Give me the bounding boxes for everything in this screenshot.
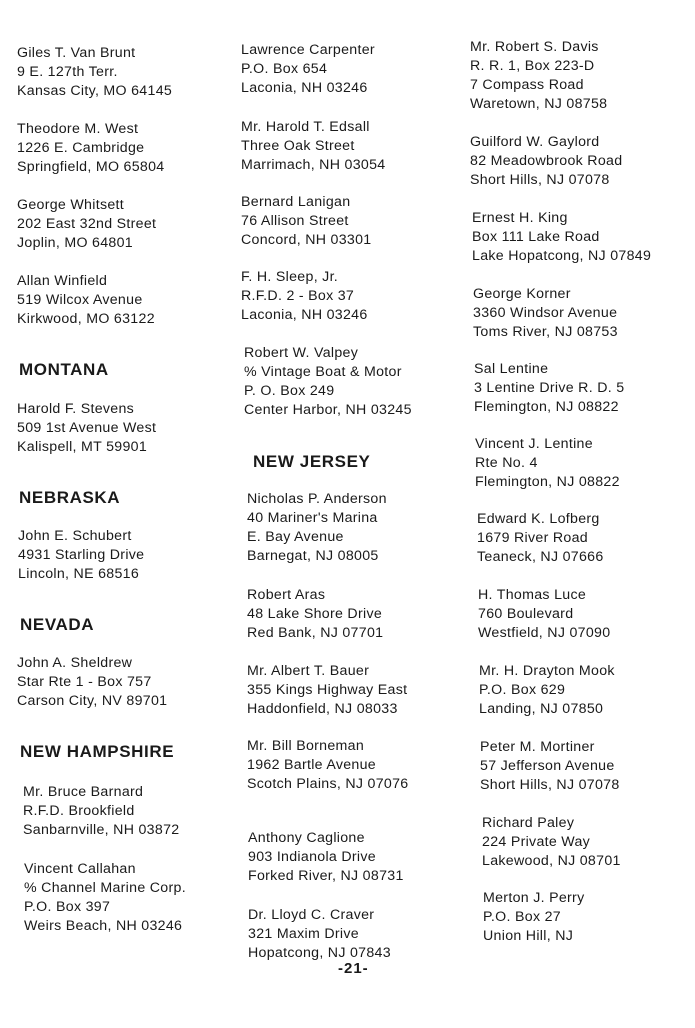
address-entry — [470, 38, 607, 114]
entry-name: Nicholas P. Anderson — [247, 491, 387, 507]
entry-name: Giles T. Van Brunt — [17, 45, 136, 61]
entry-city-line: Toms River, NJ 08753 — [473, 324, 618, 340]
entry-address-line: 202 East 32nd Street — [17, 216, 157, 232]
entry-name: Merton J. Perry — [483, 890, 585, 906]
entry-city-line: Waretown, NJ 08758 — [470, 96, 608, 112]
entry-address-line: 519 Wilcox Avenue — [17, 292, 143, 308]
entry-city-line: Lincoln, NE 68516 — [18, 566, 140, 582]
entry-name: Robert W. Valpey — [244, 345, 359, 361]
entry-name: H. Thomas Luce — [478, 587, 587, 603]
address-entry — [478, 586, 610, 643]
entry-address-line: P.O. Box 397 — [24, 899, 111, 915]
address-entry — [24, 860, 186, 936]
address-entry — [244, 344, 412, 420]
state-heading-new-jersey: NEW JERSEY — [253, 452, 371, 471]
entry-address-line: 3 Lentine Drive R. D. 5 — [474, 380, 625, 396]
entry-address-line: Box 111 Lake Road — [472, 229, 600, 245]
entry-city-line: Kalispell, MT 59901 — [17, 439, 148, 455]
entry-address-line: 4931 Starling Drive — [18, 547, 145, 563]
entry-city-line: Haddonfield, NJ 08033 — [247, 701, 398, 717]
entry-name: Richard Paley — [482, 815, 575, 831]
entry-address-line: Three Oak Street — [241, 138, 355, 154]
entry-address-line: 57 Jefferson Avenue — [480, 758, 615, 774]
entry-city-line: Flemington, NJ 08822 — [474, 399, 619, 415]
address-entry — [248, 906, 391, 963]
entry-city-line: Kansas City, MO 64145 — [17, 83, 173, 99]
entry-name: John A. Sheldrew — [17, 655, 133, 671]
address-entry — [241, 193, 372, 250]
entry-city-line: Sanbarnville, NH 03872 — [23, 822, 180, 838]
entry-city-line: Carson City, NV 89701 — [17, 693, 168, 709]
entry-city-line: Short Hills, NJ 07078 — [480, 777, 620, 793]
address-entry — [475, 435, 620, 492]
state-heading-nevada: NEVADA — [20, 615, 95, 634]
address-entry — [17, 44, 172, 101]
entry-name: Edward K. Lofberg — [477, 511, 600, 527]
address-entry — [241, 41, 375, 98]
address-entry — [17, 654, 167, 711]
entry-address-line: 40 Mariner's Marina — [247, 510, 378, 526]
entry-address-line: 7 Compass Road — [470, 77, 584, 93]
entry-address-line: 355 Kings Highway East — [247, 682, 408, 698]
entry-name: Mr. Robert S. Davis — [470, 39, 599, 55]
entry-name: Allan Winfield — [17, 273, 108, 289]
entry-address-line: 509 1st Avenue West — [17, 420, 157, 436]
address-entry — [477, 510, 604, 567]
entry-city-line: Marrimach, NH 03054 — [241, 157, 386, 173]
entry-name: Theodore M. West — [17, 121, 139, 137]
entry-name: Harold F. Stevens — [17, 401, 135, 417]
entry-name: Robert Aras — [247, 587, 326, 603]
entry-name: John E. Schubert — [18, 528, 132, 544]
entry-city-line: Westfield, NJ 07090 — [478, 625, 611, 641]
entry-name: Peter M. Mortiner — [480, 739, 595, 755]
address-entry — [17, 120, 164, 177]
entry-name: Dr. Lloyd C. Craver — [248, 907, 375, 923]
address-entry — [248, 829, 404, 886]
state-heading-montana: MONTANA — [19, 360, 109, 379]
entry-name: Mr. H. Drayton Mook — [479, 663, 615, 679]
entry-address-line: P.O. Box 654 — [241, 61, 328, 77]
address-entry — [247, 586, 383, 643]
entry-city-line: Barnegat, NJ 08005 — [247, 548, 379, 564]
entry-city-line: Center Harbor, NH 03245 — [244, 402, 412, 418]
entry-city-line: Concord, NH 03301 — [241, 232, 372, 248]
entry-address-line: 48 Lake Shore Drive — [247, 606, 383, 622]
address-entry — [474, 360, 624, 417]
entry-city-line: Short Hills, NJ 07078 — [470, 172, 610, 188]
entry-city-line: Springfield, MO 65804 — [17, 159, 165, 175]
entry-city-line: Forked River, NJ 08731 — [248, 868, 404, 884]
entry-address-line: P. O. Box 249 — [244, 383, 335, 399]
address-entry — [472, 209, 651, 266]
address-entry — [470, 133, 622, 190]
state-heading-new-hampshire: NEW HAMPSHIRE — [20, 742, 175, 761]
address-entry — [241, 118, 385, 175]
entry-city-line: Teaneck, NJ 07666 — [477, 549, 604, 565]
entry-address-line: P.O. Box 629 — [479, 682, 566, 698]
entry-address-line: 760 Boulevard — [478, 606, 574, 622]
entry-city-line: Lakewood, NJ 08701 — [482, 853, 621, 869]
address-entry — [482, 814, 621, 871]
entry-address-line: 1226 E. Cambridge — [17, 140, 145, 156]
entry-address-line: 9 E. 127th Terr. — [17, 64, 118, 80]
entry-city-line: Joplin, MO 64801 — [17, 235, 133, 251]
address-entry — [18, 527, 144, 584]
entry-address-line: Rte No. 4 — [475, 455, 538, 471]
entry-address-line: % Channel Marine Corp. — [24, 880, 186, 896]
entry-name: Vincent Callahan — [24, 861, 136, 877]
entry-city-line: Laconia, NH 03246 — [241, 80, 368, 96]
entry-address-line: 3360 Windsor Avenue — [473, 305, 618, 321]
address-entry — [247, 490, 387, 566]
address-entry — [17, 196, 156, 253]
entry-city-line: Landing, NJ 07850 — [479, 701, 604, 717]
entry-city-line: Red Bank, NJ 07701 — [247, 625, 384, 641]
entry-name: F. H. Sleep, Jr. — [241, 269, 339, 285]
entry-name: Ernest H. King — [472, 210, 568, 226]
page-number: -21- — [338, 960, 369, 977]
entry-city-line: Union Hill, NJ — [483, 928, 574, 944]
entry-name: Mr. Albert T. Bauer — [247, 663, 370, 679]
entry-address-line: R.F.D. Brookfield — [23, 803, 135, 819]
entry-address-line: R.F.D. 2 - Box 37 — [241, 288, 355, 304]
entry-address-line: 1962 Bartle Avenue — [247, 757, 376, 773]
entry-city-line: Weirs Beach, NH 03246 — [24, 918, 183, 934]
entry-name: Anthony Caglione — [248, 830, 365, 846]
entry-name: Vincent J. Lentine — [475, 436, 593, 452]
state-heading-nebraska: NEBRASKA — [19, 488, 121, 507]
entry-name: Mr. Harold T. Edsall — [241, 119, 370, 135]
entry-address-line: 903 Indianola Drive — [248, 849, 376, 865]
entry-address-line: % Vintage Boat & Motor — [244, 364, 402, 380]
address-entry — [17, 272, 155, 329]
entry-city-line: Hopatcong, NJ 07843 — [248, 945, 391, 961]
entry-address-line: 76 Allison Street — [241, 213, 349, 229]
entry-name: George Whitsett — [17, 197, 125, 213]
entry-address-line: R. R. 1, Box 223-D — [470, 58, 595, 74]
address-entry — [241, 268, 368, 325]
entry-city-line: Kirkwood, MO 63122 — [17, 311, 155, 327]
address-entry — [247, 662, 407, 719]
address-entry — [480, 738, 620, 795]
address-entry — [483, 889, 584, 946]
entry-address-line: 82 Meadowbrook Road — [470, 153, 623, 169]
entry-city-line: Lake Hopatcong, NJ 07849 — [472, 248, 652, 264]
entry-name: Mr. Bruce Barnard — [23, 784, 144, 800]
entry-name: Mr. Bill Borneman — [247, 738, 365, 754]
address-entry — [17, 400, 156, 457]
address-entry — [479, 662, 615, 719]
entry-name: Bernard Lanigan — [241, 194, 351, 210]
address-entry — [473, 285, 618, 342]
entry-address-line: 224 Private Way — [482, 834, 591, 850]
entry-name: Sal Lentine — [474, 361, 549, 377]
entry-address-line: Star Rte 1 - Box 757 — [17, 674, 152, 690]
entry-city-line: Flemington, NJ 08822 — [475, 474, 620, 490]
address-entry — [23, 783, 179, 840]
address-entry — [247, 737, 408, 794]
entry-address-line: 321 Maxim Drive — [248, 926, 359, 942]
entry-city-line: Laconia, NH 03246 — [241, 307, 368, 323]
entry-address-line: E. Bay Avenue — [247, 529, 344, 545]
entry-name: George Korner — [473, 286, 571, 302]
entry-city-line: Scotch Plains, NJ 07076 — [247, 776, 409, 792]
entry-name: Lawrence Carpenter — [241, 42, 375, 58]
entry-address-line: P.O. Box 27 — [483, 909, 561, 925]
entry-name: Guilford W. Gaylord — [470, 134, 600, 150]
entry-address-line: 1679 River Road — [477, 530, 588, 546]
